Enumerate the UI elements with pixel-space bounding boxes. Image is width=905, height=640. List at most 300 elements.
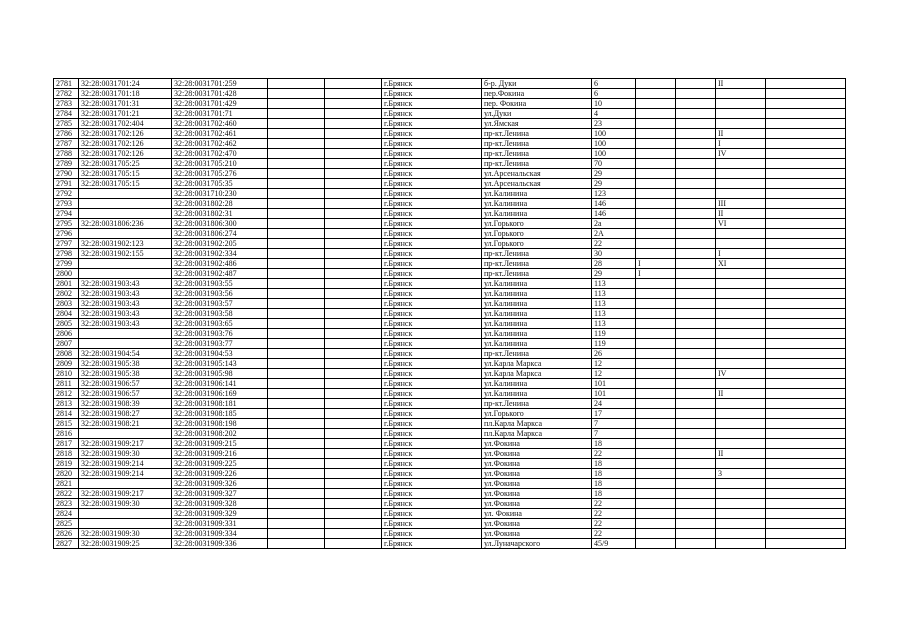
row-number-cell: 2793 <box>54 199 79 209</box>
column-12-cell <box>766 489 846 499</box>
row-number-cell: 2783 <box>54 99 79 109</box>
table-row <box>54 409 846 419</box>
blank-column-4-cell <box>268 109 325 119</box>
table-row <box>54 309 846 319</box>
blank-column-4-cell <box>268 359 325 369</box>
city-cell: г.Брянск <box>382 109 482 119</box>
column-9-cell <box>636 159 676 169</box>
row-number-cell: 2788 <box>54 149 79 159</box>
city-cell: г.Брянск <box>382 429 482 439</box>
city-cell: г.Брянск <box>382 479 482 489</box>
column-9-cell <box>636 519 676 529</box>
street-cell: ул.Горького <box>482 229 592 239</box>
table-row <box>54 189 846 199</box>
street-cell: пр-кт.Ленина <box>482 349 592 359</box>
blank-column-5-cell <box>325 199 382 209</box>
column-11-cell: II <box>716 129 766 139</box>
column-12-cell <box>766 429 846 439</box>
land-parcel-cadastral-number-cell: 32:28:0031908:27 <box>79 409 172 419</box>
table-row <box>54 479 846 489</box>
city-cell: г.Брянск <box>382 259 482 269</box>
table-row <box>54 279 846 289</box>
row-number-cell: 2801 <box>54 279 79 289</box>
blank-column-5-cell <box>325 409 382 419</box>
city-cell: г.Брянск <box>382 289 482 299</box>
column-11-cell <box>716 539 766 549</box>
object-cadastral-number-cell: 32:28:0031902:334 <box>172 249 268 259</box>
land-parcel-cadastral-number-cell: 32:28:0031909:217 <box>79 439 172 449</box>
street-cell: пер.Фокина <box>482 89 592 99</box>
object-cadastral-number-cell: 32:28:0031903:57 <box>172 299 268 309</box>
column-10-cell <box>676 289 716 299</box>
land-parcel-cadastral-number-cell: 32:28:0031909:25 <box>79 539 172 549</box>
row-number-cell: 2810 <box>54 369 79 379</box>
column-10-cell <box>676 249 716 259</box>
blank-column-5-cell <box>325 439 382 449</box>
column-12-cell <box>766 89 846 99</box>
blank-column-4-cell <box>268 309 325 319</box>
column-9-cell <box>636 179 676 189</box>
city-cell: г.Брянск <box>382 529 482 539</box>
column-12-cell <box>766 389 846 399</box>
building-number-cell: 113 <box>592 289 636 299</box>
column-12-cell <box>766 349 846 359</box>
column-12-cell <box>766 139 846 149</box>
table-row <box>54 259 846 269</box>
blank-column-5-cell <box>325 239 382 249</box>
building-number-cell: 10 <box>592 99 636 109</box>
table-row <box>54 229 846 239</box>
row-number-cell: 2781 <box>54 79 79 89</box>
land-parcel-cadastral-number-cell: 32:28:0031909:30 <box>79 529 172 539</box>
blank-column-5-cell <box>325 539 382 549</box>
land-parcel-cadastral-number-cell <box>79 229 172 239</box>
blank-column-5-cell <box>325 379 382 389</box>
column-10-cell <box>676 509 716 519</box>
column-9-cell <box>636 149 676 159</box>
column-9-cell <box>636 529 676 539</box>
column-12-cell <box>766 519 846 529</box>
blank-column-4-cell <box>268 479 325 489</box>
column-9-cell <box>636 209 676 219</box>
column-10-cell <box>676 99 716 109</box>
land-parcel-cadastral-number-cell: 32:28:0031905:38 <box>79 369 172 379</box>
row-number-cell: 2822 <box>54 489 79 499</box>
row-number-cell: 2805 <box>54 319 79 329</box>
blank-column-4-cell <box>268 439 325 449</box>
registry-table-body <box>54 79 846 549</box>
building-number-cell: 29 <box>592 179 636 189</box>
column-11-cell <box>716 429 766 439</box>
column-12-cell <box>766 199 846 209</box>
column-9-cell <box>636 429 676 439</box>
street-cell: ул.Калинина <box>482 379 592 389</box>
column-10-cell <box>676 279 716 289</box>
column-11-cell <box>716 279 766 289</box>
land-parcel-cadastral-number-cell <box>79 509 172 519</box>
column-10-cell <box>676 399 716 409</box>
city-cell: г.Брянск <box>382 539 482 549</box>
row-number-cell: 2796 <box>54 229 79 239</box>
column-11-cell <box>716 289 766 299</box>
column-11-cell: VI <box>716 219 766 229</box>
street-cell: ул.Калинина <box>482 329 592 339</box>
column-10-cell <box>676 129 716 139</box>
blank-column-4-cell <box>268 219 325 229</box>
column-12-cell <box>766 329 846 339</box>
column-9-cell <box>636 79 676 89</box>
blank-column-4-cell <box>268 279 325 289</box>
land-parcel-cadastral-number-cell: 32:28:0031909:214 <box>79 459 172 469</box>
blank-column-5-cell <box>325 159 382 169</box>
city-cell: г.Брянск <box>382 129 482 139</box>
land-parcel-cadastral-number-cell: 32:28:0031702:126 <box>79 129 172 139</box>
blank-column-5-cell <box>325 509 382 519</box>
column-11-cell: II <box>716 389 766 399</box>
city-cell: г.Брянск <box>382 499 482 509</box>
column-12-cell <box>766 239 846 249</box>
blank-column-5-cell <box>325 139 382 149</box>
column-10-cell <box>676 489 716 499</box>
column-9-cell <box>636 359 676 369</box>
blank-column-4-cell <box>268 319 325 329</box>
city-cell: г.Брянск <box>382 409 482 419</box>
column-12-cell <box>766 469 846 479</box>
column-11-cell <box>716 179 766 189</box>
street-cell: пр-кт.Ленина <box>482 249 592 259</box>
row-number-cell: 2820 <box>54 469 79 479</box>
row-number-cell: 2825 <box>54 519 79 529</box>
column-10-cell <box>676 229 716 239</box>
blank-column-5-cell <box>325 339 382 349</box>
table-row <box>54 389 846 399</box>
street-cell: ул. Фокина <box>482 509 592 519</box>
blank-column-5-cell <box>325 469 382 479</box>
city-cell: г.Брянск <box>382 229 482 239</box>
object-cadastral-number-cell: 32:28:0031702:470 <box>172 149 268 159</box>
column-10-cell <box>676 529 716 539</box>
street-cell: пр-кт.Ленина <box>482 149 592 159</box>
column-10-cell <box>676 459 716 469</box>
column-9-cell <box>636 229 676 239</box>
table-row <box>54 129 846 139</box>
object-cadastral-number-cell: 32:28:0031909:327 <box>172 489 268 499</box>
object-cadastral-number-cell: 32:28:0031802:28 <box>172 199 268 209</box>
column-9-cell <box>636 89 676 99</box>
building-number-cell: 7 <box>592 429 636 439</box>
city-cell: г.Брянск <box>382 509 482 519</box>
column-10-cell <box>676 369 716 379</box>
column-12-cell <box>766 379 846 389</box>
column-12-cell <box>766 269 846 279</box>
city-cell: г.Брянск <box>382 519 482 529</box>
row-number-cell: 2808 <box>54 349 79 359</box>
row-number-cell: 2827 <box>54 539 79 549</box>
column-10-cell <box>676 109 716 119</box>
blank-column-5-cell <box>325 369 382 379</box>
blank-column-4-cell <box>268 489 325 499</box>
column-11-cell <box>716 489 766 499</box>
building-number-cell: 101 <box>592 389 636 399</box>
table-row <box>54 429 846 439</box>
blank-column-4-cell <box>268 399 325 409</box>
building-number-cell: 113 <box>592 319 636 329</box>
column-11-cell <box>716 269 766 279</box>
city-cell: г.Брянск <box>382 329 482 339</box>
row-number-cell: 2800 <box>54 269 79 279</box>
object-cadastral-number-cell: 32:28:0031904:53 <box>172 349 268 359</box>
column-9-cell <box>636 539 676 549</box>
street-cell: пр-кт.Ленина <box>482 129 592 139</box>
column-12-cell <box>766 279 846 289</box>
street-cell: пр-кт.Ленина <box>482 399 592 409</box>
column-9-cell <box>636 409 676 419</box>
column-9-cell <box>636 459 676 469</box>
column-11-cell <box>716 439 766 449</box>
table-row <box>54 329 846 339</box>
blank-column-4-cell <box>268 249 325 259</box>
column-11-cell <box>716 329 766 339</box>
column-10-cell <box>676 239 716 249</box>
column-12-cell <box>766 439 846 449</box>
building-number-cell: 18 <box>592 489 636 499</box>
city-cell: г.Брянск <box>382 219 482 229</box>
object-cadastral-number-cell: 32:28:0031903:56 <box>172 289 268 299</box>
column-10-cell <box>676 119 716 129</box>
city-cell: г.Брянск <box>382 369 482 379</box>
building-number-cell: 113 <box>592 279 636 289</box>
blank-column-5-cell <box>325 179 382 189</box>
object-cadastral-number-cell: 32:28:0031909:336 <box>172 539 268 549</box>
column-10-cell <box>676 179 716 189</box>
table-row <box>54 349 846 359</box>
blank-column-4-cell <box>268 459 325 469</box>
blank-column-5-cell <box>325 89 382 99</box>
blank-column-4-cell <box>268 299 325 309</box>
blank-column-5-cell <box>325 119 382 129</box>
table-row <box>54 539 846 549</box>
land-parcel-cadastral-number-cell <box>79 339 172 349</box>
table-row <box>54 439 846 449</box>
building-number-cell: 113 <box>592 309 636 319</box>
blank-column-4-cell <box>268 139 325 149</box>
object-cadastral-number-cell: 32:28:0031909:326 <box>172 479 268 489</box>
row-number-cell: 2790 <box>54 169 79 179</box>
column-9-cell <box>636 339 676 349</box>
blank-column-4-cell <box>268 519 325 529</box>
street-cell: ул.Ямская <box>482 119 592 129</box>
street-cell: ул.Горького <box>482 409 592 419</box>
blank-column-4-cell <box>268 539 325 549</box>
table-row <box>54 249 846 259</box>
blank-column-5-cell <box>325 249 382 259</box>
city-cell: г.Брянск <box>382 249 482 259</box>
land-parcel-cadastral-number-cell: 32:28:0031701:18 <box>79 89 172 99</box>
column-9-cell <box>636 509 676 519</box>
column-11-cell: III <box>716 199 766 209</box>
column-11-cell <box>716 349 766 359</box>
land-parcel-cadastral-number-cell: 32:28:0031702:404 <box>79 119 172 129</box>
street-cell: ул.Калинина <box>482 209 592 219</box>
object-cadastral-number-cell: 32:28:0031701:259 <box>172 79 268 89</box>
city-cell: г.Брянск <box>382 399 482 409</box>
table-row <box>54 119 846 129</box>
object-cadastral-number-cell: 32:28:0031902:487 <box>172 269 268 279</box>
row-number-cell: 2792 <box>54 189 79 199</box>
object-cadastral-number-cell: 32:28:0031909:216 <box>172 449 268 459</box>
street-cell: ул.Калинина <box>482 289 592 299</box>
building-number-cell: 26 <box>592 349 636 359</box>
column-12-cell <box>766 159 846 169</box>
land-parcel-cadastral-number-cell <box>79 269 172 279</box>
blank-column-4-cell <box>268 99 325 109</box>
column-11-cell: II <box>716 449 766 459</box>
table-row <box>54 469 846 479</box>
row-number-cell: 2791 <box>54 179 79 189</box>
blank-column-5-cell <box>325 219 382 229</box>
table-row <box>54 529 846 539</box>
building-number-cell: 22 <box>592 519 636 529</box>
street-cell: ул.Фокина <box>482 489 592 499</box>
column-9-cell <box>636 219 676 229</box>
column-11-cell <box>716 459 766 469</box>
column-9-cell <box>636 249 676 259</box>
city-cell: г.Брянск <box>382 359 482 369</box>
column-11-cell <box>716 109 766 119</box>
city-cell: г.Брянск <box>382 279 482 289</box>
building-number-cell: 123 <box>592 189 636 199</box>
column-12-cell <box>766 539 846 549</box>
blank-column-5-cell <box>325 349 382 359</box>
land-parcel-cadastral-number-cell: 32:28:0031701:31 <box>79 99 172 109</box>
column-9-cell <box>636 489 676 499</box>
object-cadastral-number-cell: 32:28:0031701:428 <box>172 89 268 99</box>
blank-column-4-cell <box>268 129 325 139</box>
street-cell: ул.Калинина <box>482 319 592 329</box>
blank-column-4-cell <box>268 349 325 359</box>
land-parcel-cadastral-number-cell <box>79 209 172 219</box>
object-cadastral-number-cell: 32:28:0031702:462 <box>172 139 268 149</box>
land-parcel-cadastral-number-cell: 32:28:0031806:236 <box>79 219 172 229</box>
city-cell: г.Брянск <box>382 209 482 219</box>
building-number-cell: 100 <box>592 149 636 159</box>
land-parcel-cadastral-number-cell <box>79 259 172 269</box>
street-cell: ул.Калинина <box>482 199 592 209</box>
column-12-cell <box>766 479 846 489</box>
city-cell: г.Брянск <box>382 459 482 469</box>
column-11-cell: II <box>716 79 766 89</box>
table-row <box>54 159 846 169</box>
column-11-cell: IV <box>716 369 766 379</box>
land-parcel-cadastral-number-cell: 32:28:0031701:24 <box>79 79 172 89</box>
column-12-cell <box>766 459 846 469</box>
column-11-cell <box>716 419 766 429</box>
column-10-cell <box>676 79 716 89</box>
table-row <box>54 169 846 179</box>
column-11-cell <box>716 519 766 529</box>
building-number-cell: 17 <box>592 409 636 419</box>
land-parcel-cadastral-number-cell <box>79 189 172 199</box>
row-number-cell: 2811 <box>54 379 79 389</box>
building-number-cell: 2а <box>592 219 636 229</box>
blank-column-5-cell <box>325 429 382 439</box>
column-11-cell <box>716 379 766 389</box>
object-cadastral-number-cell: 32:28:0031710:230 <box>172 189 268 199</box>
column-9-cell <box>636 329 676 339</box>
street-cell: ул.Карла Маркса <box>482 369 592 379</box>
blank-column-4-cell <box>268 409 325 419</box>
city-cell: г.Брянск <box>382 149 482 159</box>
city-cell: г.Брянск <box>382 89 482 99</box>
building-number-cell: 70 <box>592 159 636 169</box>
land-parcel-cadastral-number-cell: 32:28:0031705:15 <box>79 169 172 179</box>
column-9-cell: I <box>636 259 676 269</box>
street-cell: пл.Карла Маркса <box>482 419 592 429</box>
column-12-cell <box>766 109 846 119</box>
land-parcel-cadastral-number-cell: 32:28:0031903:43 <box>79 319 172 329</box>
blank-column-4-cell <box>268 89 325 99</box>
column-12-cell <box>766 79 846 89</box>
object-cadastral-number-cell: 32:28:0031903:76 <box>172 329 268 339</box>
building-number-cell: 18 <box>592 459 636 469</box>
row-number-cell: 2789 <box>54 159 79 169</box>
table-row <box>54 499 846 509</box>
column-12-cell <box>766 289 846 299</box>
city-cell: г.Брянск <box>382 269 482 279</box>
table-row <box>54 509 846 519</box>
column-9-cell <box>636 379 676 389</box>
table-row <box>54 139 846 149</box>
street-cell: ул.Фокина <box>482 519 592 529</box>
blank-column-4-cell <box>268 389 325 399</box>
column-11-cell <box>716 189 766 199</box>
city-cell: г.Брянск <box>382 419 482 429</box>
table-row <box>54 199 846 209</box>
table-row <box>54 239 846 249</box>
land-parcel-cadastral-number-cell: 32:28:0031902:155 <box>79 249 172 259</box>
city-cell: г.Брянск <box>382 299 482 309</box>
column-10-cell <box>676 349 716 359</box>
building-number-cell: 119 <box>592 329 636 339</box>
row-number-cell: 2784 <box>54 109 79 119</box>
column-10-cell <box>676 309 716 319</box>
blank-column-5-cell <box>325 499 382 509</box>
blank-column-5-cell <box>325 389 382 399</box>
blank-column-5-cell <box>325 259 382 269</box>
building-number-cell: 18 <box>592 439 636 449</box>
column-12-cell <box>766 119 846 129</box>
row-number-cell: 2803 <box>54 299 79 309</box>
blank-column-5-cell <box>325 329 382 339</box>
street-cell: ул.Горького <box>482 239 592 249</box>
object-cadastral-number-cell: 32:28:0031903:65 <box>172 319 268 329</box>
city-cell: г.Брянск <box>382 489 482 499</box>
column-12-cell <box>766 259 846 269</box>
blank-column-4-cell <box>268 159 325 169</box>
land-parcel-cadastral-number-cell: 32:28:0031909:214 <box>79 469 172 479</box>
object-cadastral-number-cell: 32:28:0031701:71 <box>172 109 268 119</box>
land-parcel-cadastral-number-cell: 32:28:0031902:123 <box>79 239 172 249</box>
blank-column-4-cell <box>268 499 325 509</box>
street-cell: ул.Фокина <box>482 499 592 509</box>
object-cadastral-number-cell: 32:28:0031902:486 <box>172 259 268 269</box>
blank-column-4-cell <box>268 179 325 189</box>
street-cell: пр-кт.Ленина <box>482 259 592 269</box>
table-row <box>54 99 846 109</box>
row-number-cell: 2826 <box>54 529 79 539</box>
street-cell: ул.Луначарского <box>482 539 592 549</box>
column-12-cell <box>766 359 846 369</box>
